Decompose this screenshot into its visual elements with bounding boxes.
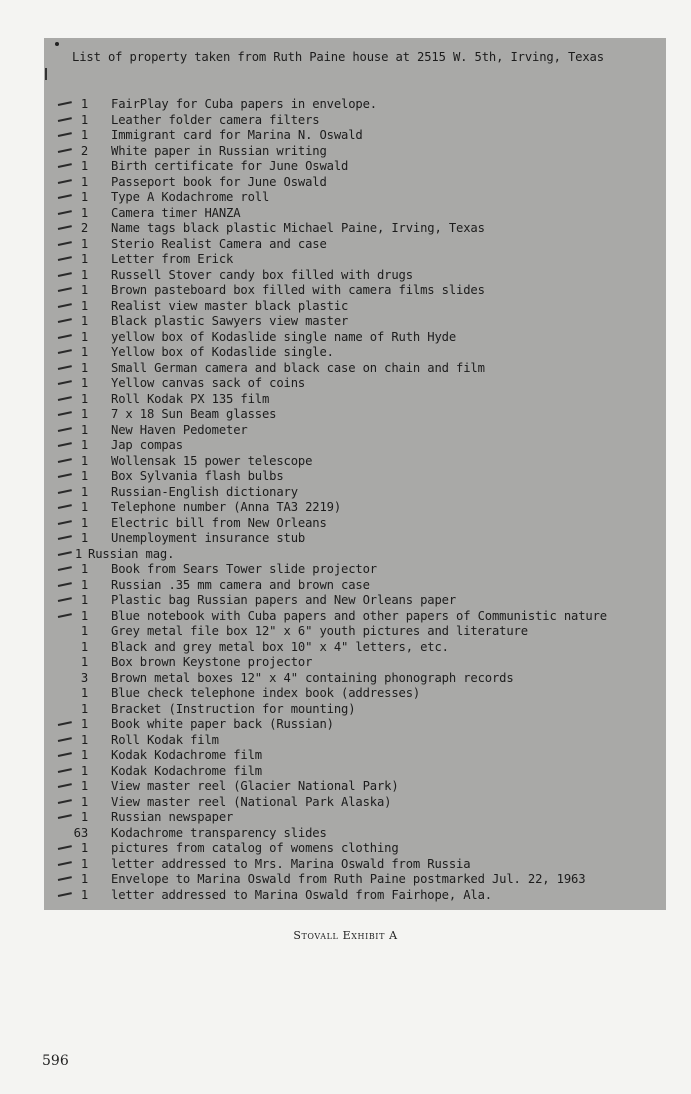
item-description: letter addressed to Mrs. Marina Oswald from Russia [111, 856, 471, 871]
item-description: yellow box of Kodaslide single name of Ruth Hyde [111, 329, 456, 344]
list-item [44, 562, 666, 578]
item-quantity: 1 [80, 531, 88, 545]
list-item [44, 888, 666, 904]
list-item [44, 609, 666, 625]
item-quantity: 1 [74, 546, 82, 561]
item-description: 7 x 18 Sun Beam glasses [111, 407, 277, 421]
item-description: Small German camera and black case on chain and film [111, 360, 485, 375]
item-quantity: 1 [80, 422, 88, 437]
item-description: Book from Sears Tower slide projector [111, 562, 377, 576]
item-description: Box brown Keystone projector [111, 655, 313, 669]
item-quantity: 63 [73, 825, 88, 840]
item-description: Immigrant card for Marina N. Oswald [111, 128, 363, 142]
list-item [44, 206, 666, 222]
item-quantity: 1 [80, 593, 88, 607]
list-item [44, 686, 666, 702]
item-description: Jap compas [111, 438, 183, 452]
item-description: Wollensak 15 power telescope [111, 453, 313, 468]
item-quantity: 1 [80, 174, 88, 189]
list-item [44, 345, 666, 361]
item-description: Passeport book for June Oswald [111, 174, 327, 189]
scan-speck [55, 42, 59, 46]
item-quantity: 1 [80, 267, 88, 282]
item-description: Camera timer HANZA [111, 205, 241, 220]
list-item [44, 624, 666, 640]
list-item [44, 175, 666, 191]
list-item [44, 454, 666, 470]
list-item [44, 702, 666, 718]
item-description: Book white paper back (Russian) [111, 717, 334, 731]
list-item [44, 547, 666, 563]
list-item [44, 764, 666, 780]
item-quantity: 1 [80, 841, 88, 855]
list-item [44, 779, 666, 795]
list-item [44, 283, 666, 299]
list-item [44, 128, 666, 144]
item-quantity: 1 [80, 515, 88, 530]
list-item [44, 252, 666, 268]
item-quantity: 1 [80, 794, 88, 809]
list-item [44, 826, 666, 842]
item-description: Kodachrome transparency slides [111, 825, 327, 840]
item-quantity: 1 [80, 298, 88, 313]
list-item [44, 190, 666, 206]
item-quantity: 1 [80, 717, 88, 731]
list-item [44, 717, 666, 733]
list-item [44, 795, 666, 811]
list-item [44, 841, 666, 857]
item-description: Unemployment insurance stub [111, 531, 306, 545]
item-quantity: 1 [80, 500, 88, 514]
list-item [44, 268, 666, 284]
item-quantity: 1 [80, 810, 88, 824]
item-description: Bracket (Instruction for mounting) [111, 701, 356, 716]
list-item [44, 423, 666, 439]
item-quantity: 1 [80, 190, 88, 204]
item-description: Box Sylvania flash bulbs [111, 469, 284, 483]
item-description: Russian .35 mm camera and brown case [111, 577, 370, 592]
list-item [44, 299, 666, 315]
item-description: Kodak Kodachrome film [111, 748, 262, 762]
exhibit-caption-text: Stovall Exhibit A [293, 929, 398, 942]
item-quantity: 1 [80, 112, 88, 127]
list-item [44, 97, 666, 113]
list-item [44, 671, 666, 687]
list-item [44, 500, 666, 516]
list-item [44, 748, 666, 764]
page-number: 596 [42, 1053, 69, 1069]
item-description: Birth certificate for June Oswald [111, 159, 349, 173]
item-quantity: 2 [80, 221, 88, 235]
item-description: Roll Kodak film [111, 732, 219, 747]
item-quantity: 1 [80, 469, 88, 483]
item-description: Yellow box of Kodaslide single. [111, 345, 334, 359]
item-description: Brown metal boxes 12" x 4" containing phonograph records [111, 670, 514, 685]
item-quantity: 1 [80, 236, 88, 251]
item-quantity: 1 [80, 701, 88, 716]
list-item [44, 640, 666, 656]
item-description: letter addressed to Marina Oswald from Fairhope, Ala. [111, 887, 492, 902]
item-description: Grey metal file box 12" x 6" youth pictures and literature [111, 624, 528, 638]
list-item [44, 438, 666, 454]
item-description: Type A Kodachrome roll [111, 190, 270, 204]
item-quantity: 1 [80, 779, 88, 793]
list-item [44, 330, 666, 346]
item-description: Telephone number (Anna TA3 2219) [111, 500, 341, 514]
list-item [44, 407, 666, 423]
list-heading: List of property taken from Ruth Paine house at 2515 W. 5th, Irving, Texas [72, 50, 604, 64]
item-quantity: 1 [80, 577, 88, 592]
margin-mark [45, 68, 47, 80]
item-quantity: 1 [80, 438, 88, 452]
list-item [44, 810, 666, 826]
item-quantity: 1 [80, 407, 88, 421]
item-quantity: 1 [80, 453, 88, 468]
item-description: pictures from catalog of womens clothing [111, 841, 399, 855]
item-description: Envelope to Marina Oswald from Ruth Paine postmarked Jul. 22, 1963 [111, 872, 586, 886]
item-description: Russell Stover candy box filled with drugs [111, 267, 413, 282]
item-description: FairPlay for Cuba papers in envelope. [111, 97, 377, 111]
item-quantity: 1 [80, 639, 88, 654]
item-description: Russian newspaper [111, 810, 234, 824]
list-item [44, 516, 666, 532]
item-quantity: 1 [80, 686, 88, 700]
list-item [44, 469, 666, 485]
item-quantity: 1 [80, 624, 88, 638]
item-quantity: 1 [80, 763, 88, 778]
list-item [44, 857, 666, 873]
item-description: View master reel (Glacier National Park) [111, 779, 399, 793]
item-quantity: 2 [80, 143, 88, 158]
item-quantity: 1 [80, 345, 88, 359]
item-quantity: 1 [80, 329, 88, 344]
list-item [44, 221, 666, 237]
property-list [44, 97, 666, 903]
item-quantity: 3 [80, 670, 88, 685]
list-item [44, 376, 666, 392]
item-description: Blue check telephone index book (addresses) [111, 686, 421, 700]
item-quantity: 1 [80, 856, 88, 871]
item-description: Realist view master black plastic [111, 298, 349, 313]
item-quantity: 1 [80, 655, 88, 669]
item-quantity: 1 [80, 562, 88, 576]
item-description: Electric bill from New Orleans [111, 515, 327, 530]
list-item [44, 485, 666, 501]
item-quantity: 1 [80, 205, 88, 220]
item-description: Leather folder camera filters [111, 112, 320, 127]
item-quantity: 1 [80, 283, 88, 297]
item-quantity: 1 [80, 608, 88, 623]
list-item [44, 361, 666, 377]
item-description: Roll Kodak PX 135 film [111, 391, 270, 406]
item-description: Black and grey metal box 10" x 4" letters, etc. [111, 639, 449, 654]
item-description: Brown pasteboard box filled with camera films slides [111, 283, 485, 297]
list-item [44, 593, 666, 609]
item-quantity: 1 [80, 376, 88, 390]
item-description: Name tags black plastic Michael Paine, Irving, Texas [111, 221, 485, 235]
list-item [44, 113, 666, 129]
item-description: Sterio Realist Camera and case [111, 236, 327, 251]
item-quantity: 1 [80, 484, 88, 499]
scanned-document [44, 38, 666, 910]
list-item [44, 531, 666, 547]
list-item [44, 733, 666, 749]
list-item [44, 237, 666, 253]
list-item [44, 655, 666, 671]
item-description: Kodak Kodachrome film [111, 763, 262, 778]
item-quantity: 1 [80, 97, 88, 111]
item-description: Black plastic Sawyers view master [111, 314, 349, 328]
list-item [44, 392, 666, 408]
list-item [44, 872, 666, 888]
item-quantity: 1 [80, 732, 88, 747]
item-description: Yellow canvas sack of coins [111, 376, 306, 390]
item-description: Letter from Erick [111, 252, 234, 266]
item-quantity: 1 [80, 159, 88, 173]
item-description: View master reel (National Park Alaska) [111, 794, 392, 809]
list-item [44, 314, 666, 330]
item-description: Russian-English dictionary [111, 484, 298, 499]
list-item [44, 578, 666, 594]
item-description: White paper in Russian writing [111, 143, 327, 158]
item-quantity: 1 [80, 360, 88, 375]
list-item [44, 159, 666, 175]
item-quantity: 1 [80, 314, 88, 328]
item-quantity: 1 [80, 252, 88, 266]
item-quantity: 1 [80, 872, 88, 886]
item-quantity: 1 [80, 128, 88, 142]
item-description: Plastic bag Russian papers and New Orleans paper [111, 593, 456, 607]
item-quantity: 1 [80, 391, 88, 406]
item-description: Blue notebook with Cuba papers and other papers of Communistic nature [111, 608, 607, 623]
item-quantity: 1 [80, 748, 88, 762]
item-description: New Haven Pedometer [111, 422, 248, 437]
item-quantity: 1 [80, 887, 88, 902]
exhibit-caption [0, 929, 691, 942]
item-description: Russian mag. [88, 546, 175, 561]
list-item [44, 144, 666, 160]
